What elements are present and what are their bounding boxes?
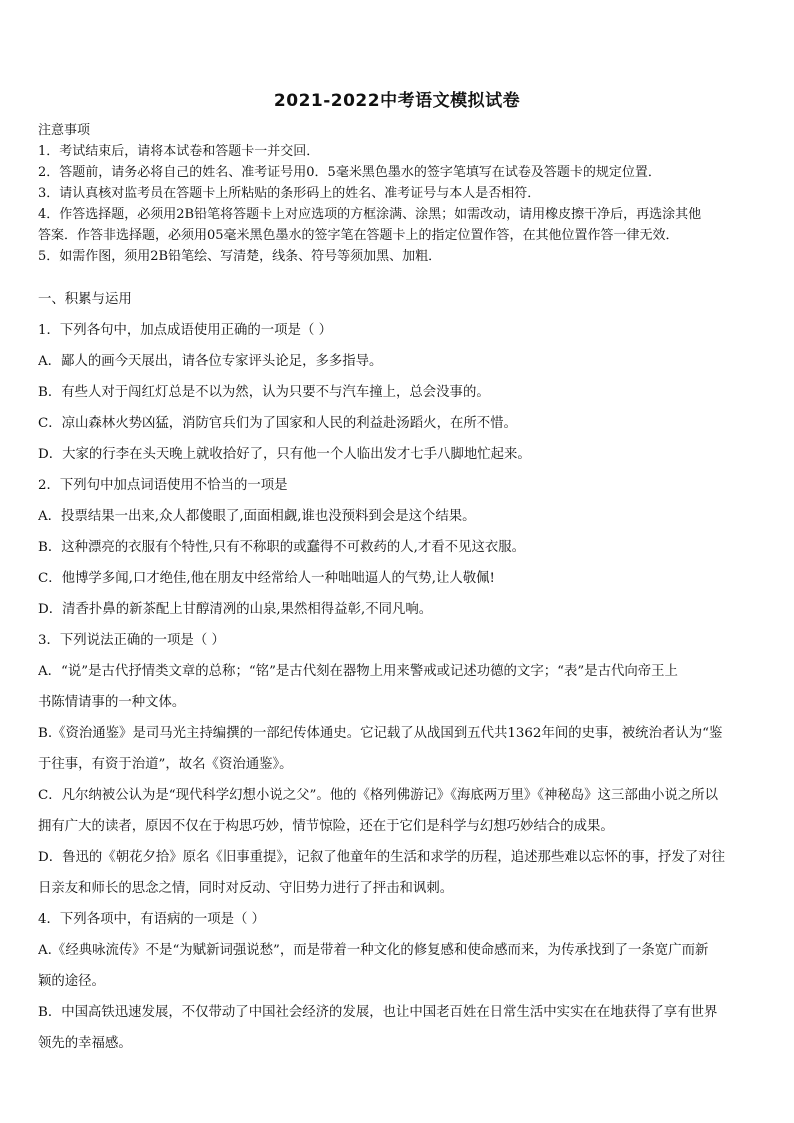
- question-stem: 3．下列说法正确的一项是（ ）: [38, 633, 225, 648]
- question-option: 拥有广大的读者，原因不仅在于构思巧妙，情节惊险，还在于它们是科学与幻想巧妙结合的成果。: [38, 819, 614, 834]
- notice-item: 答案．作答非选择题，必须用05毫米黑色墨水的签字笔在答题卡上的指定位置作答，在其他位置作答一律无效．: [38, 228, 679, 243]
- question-option: B．这种漂亮的衣服有个特性,只有不称职的或蠢得不可救药的人,才看不见这衣服。: [38, 540, 526, 555]
- notice-heading: 注意事项: [38, 123, 91, 138]
- page-title: 2021-2022中考语文模拟试卷: [273, 91, 521, 111]
- question-option: A.《经典咏流传》不是“为赋新词强说愁”，而是带着一种文化的修复感和使命感而来，为传承找到了一条宽广而新: [38, 943, 709, 958]
- question-option: A．投票结果一出来,众人都傻眼了,面面相觑,谁也没预料到会是这个结果。: [38, 509, 476, 524]
- question-option: 领先的幸福感。: [38, 1036, 132, 1051]
- exam-body: [38, 284, 762, 1059]
- question-stem: 2．下列句中加点词语使用不恰当的一项是: [38, 478, 288, 493]
- question-option: 颖的途径。: [38, 974, 105, 989]
- section-heading: 一、积累与运用: [38, 292, 132, 307]
- question-stem: 1．下列各句中，加点成语使用正确的一项是（ ）: [38, 323, 332, 338]
- question-option: A．鄙人的画今天展出，请各位专家评头论足，多多指导。: [38, 354, 383, 369]
- notice-item: 3．请认真核对监考员在答题卡上所粘贴的条形码上的姓名、准考证号与本人是否相符．: [38, 186, 541, 201]
- question-option: A．“说”是古代抒情类文章的总称；“铭”是古代刻在器物上用来警戒或记述功德的文字；“表”是古代向帝王上: [38, 664, 678, 679]
- question-option: 日亲友和师长的思念之情，同时对反动、守旧势力进行了抨击和讽刺。: [38, 881, 454, 896]
- question-option: 于往事，有资于治道”，故名《资治通鉴》。: [38, 757, 293, 772]
- question-stem: 4．下列各项中，有语病的一项是（ ）: [38, 912, 266, 927]
- question-option: B.《资治通鉴》是司马光主持编撰的一部纪传体通史。它记载了从战国到五代共1362年间的史事，被统治者认为“鉴: [38, 726, 723, 741]
- notice-item: 5．如需作图，须用2B铅笔绘、写清楚，线条、符号等须加黑、加粗．: [38, 249, 442, 264]
- notice-block: [38, 120, 762, 267]
- question-option: C．凉山森林火势凶猛，消防官兵们为了国家和人民的利益赴汤蹈火，在所不惜。: [38, 416, 517, 431]
- notice-item: 1．考试结束后，请将本试卷和答题卡一并交回．: [38, 144, 320, 159]
- question-option: B．中国高铁迅速发展，不仅带动了中国社会经济的发展，也让中国老百姓在日常生活中实实在在地获得了享有世界: [38, 1005, 718, 1020]
- question-option: D．清香扑鼻的新茶配上甘醇清冽的山泉,果然相得益彰,不同凡响。: [38, 602, 433, 617]
- question-option: B．有些人对于闯红灯总是不以为然，认为只要不与汽车撞上，总会没事的。: [38, 385, 490, 400]
- question-2: [38, 470, 762, 625]
- question-1: [38, 315, 762, 470]
- notice-item: 2．答题前，请务必将自己的姓名、准考证号用0．5毫米黑色墨水的签字笔填写在试卷及答题卡的规定位置．: [38, 165, 661, 180]
- question-option: C．凡尔纳被公认为是“现代科学幻想小说之父”。他的《格列佛游记》《海底两万里》《神秘岛》这三部曲小说之所以: [38, 788, 719, 803]
- question-option: 书陈情请事的一种文体。: [38, 695, 186, 710]
- question-4: [38, 904, 762, 1059]
- question-option: D．大家的行李在头天晚上就收拾好了，只有他一个人临出发才七手八脚地忙起来。: [38, 447, 531, 462]
- question-option: C．他博学多闻,口才绝佳,他在朋友中经常给人一种咄咄逼人的气势,让人敬佩!: [38, 571, 495, 586]
- question-3: [38, 625, 762, 904]
- notice-item: 4．作答选择题，必须用2B铅笔将答题卡上对应选项的方框涂满、涂黑；如需改动，请用橡皮擦干净后，再选涂其他: [38, 207, 702, 222]
- question-option: D．鲁迅的《朝花夕拾》原名《旧事重提》，记叙了他童年的生活和求学的历程，追述那些难以忘怀的事，抒发了对往: [38, 850, 725, 865]
